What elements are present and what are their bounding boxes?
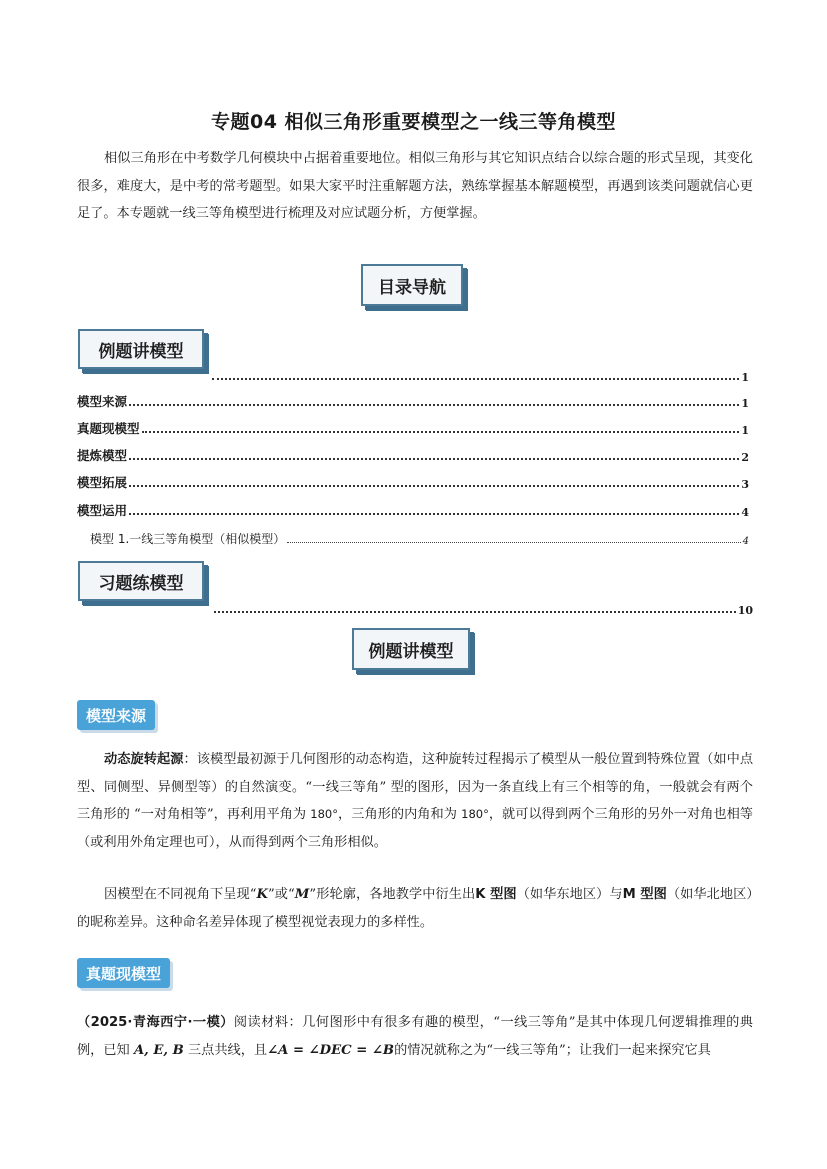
toc-leader bbox=[129, 484, 739, 487]
toc-line-examples[interactable] bbox=[210, 364, 749, 384]
origin-text: ：该模型最初源于几何图形的动态构造，这种旋转过程揭示了模型从一般位置到特殊位置（如中点型、同侧型、异侧型等）的自然演变。“一线三等角” 型的图形，因为一条直线上有三个相等的角，一般就会有两个三角形的 “一对角相等”，再利用平角为 bbox=[77, 752, 754, 822]
degree-value: 180° bbox=[461, 807, 489, 821]
toc-label: 提炼模型 bbox=[77, 448, 128, 463]
toc-subitem-model-1[interactable] bbox=[77, 527, 749, 547]
toc-leader bbox=[212, 377, 739, 380]
problem-text: 阅读材料：几何图形中有很多有趣的模型，“一线三等角”是其中体现几何逻辑推理的典例，已知 bbox=[77, 1015, 753, 1058]
toc-heading: 目录导航 bbox=[378, 277, 446, 298]
section-box-examples bbox=[78, 329, 204, 369]
toc-leader bbox=[129, 457, 739, 460]
toc-page: 4 bbox=[741, 506, 749, 519]
toc-item-origin[interactable] bbox=[77, 390, 749, 410]
letter-k: K bbox=[256, 887, 268, 902]
toc-item-refine[interactable] bbox=[77, 444, 749, 464]
section-box-examples-heading bbox=[352, 628, 470, 670]
tag-real-exam-label: 真题现模型 bbox=[86, 964, 162, 983]
toc-label: 模型运用 bbox=[77, 503, 128, 518]
toc-leader bbox=[129, 512, 739, 515]
toc-leader bbox=[129, 403, 739, 406]
toc-leader bbox=[214, 610, 736, 613]
degree-value: 180° bbox=[310, 807, 338, 821]
origin-text: ”或“ bbox=[267, 887, 295, 902]
letter-m: M bbox=[294, 887, 310, 902]
toc-heading-box bbox=[361, 264, 463, 306]
toc-item-real-exam[interactable] bbox=[77, 417, 749, 437]
toc-leader bbox=[287, 541, 740, 543]
m-type-name: M 型图 bbox=[622, 887, 667, 902]
section-box-exercises bbox=[78, 561, 204, 601]
toc-leader bbox=[142, 430, 740, 433]
toc-page: 10 bbox=[737, 604, 753, 617]
toc-page: 2 bbox=[741, 451, 749, 464]
tag-model-origin bbox=[77, 700, 155, 730]
tag-model-origin-label: 模型来源 bbox=[86, 706, 147, 725]
origin-text: 因模型在不同视角下呈现“ bbox=[104, 887, 257, 902]
origin-text: （如华东地区）与 bbox=[516, 887, 623, 902]
section-box-examples-label: 例题讲模型 bbox=[98, 341, 184, 362]
toc-label: 模型来源 bbox=[77, 394, 128, 409]
toc-item-application[interactable] bbox=[77, 499, 749, 519]
toc-label: 模型拓展 bbox=[77, 475, 128, 490]
toc-page: 1 bbox=[741, 397, 749, 410]
equal-angles: ∠A = ∠DEC = ∠B bbox=[267, 1042, 395, 1058]
toc-page: 1 bbox=[741, 371, 749, 384]
toc-label: 真题现模型 bbox=[77, 421, 140, 436]
toc-label: 模型 1.一线三等角模型（相似模型） bbox=[90, 532, 286, 546]
toc-item-extension[interactable] bbox=[77, 471, 749, 491]
problem-source: （2025·青海西宁·一模） bbox=[77, 1015, 234, 1030]
toc-line-exercises[interactable] bbox=[212, 597, 753, 617]
toc-page: 3 bbox=[741, 478, 749, 491]
problem-text: 的情况就称之为“一线三等角”；让我们一起来探究它具 bbox=[394, 1042, 711, 1058]
collinear-points: A, E, B bbox=[133, 1042, 184, 1058]
tag-real-exam bbox=[77, 958, 170, 988]
origin-text: （如华北地区）的昵称差异。这种命名差异体现了模型视觉表现力的多样性。 bbox=[77, 887, 754, 930]
page-title: 专题04 相似三角形重要模型之一线三等角模型 bbox=[210, 111, 617, 133]
section-box-examples-heading-label: 例题讲模型 bbox=[368, 641, 454, 662]
section-box-exercises-label: 习题练模型 bbox=[98, 573, 184, 594]
origin-lead: 动态旋转起源 bbox=[104, 752, 184, 767]
origin-text: ”形轮廓，各地教学中衍生出 bbox=[309, 887, 476, 902]
origin-paragraph-2 bbox=[77, 881, 753, 936]
intro-paragraph: 相似三角形在中考数学几何模块中占据着重要地位。相似三角形与其它知识点结合以综合题的形式呈现，其变化很多，难度大，是中考的常考题型。如果大家平时注重解题方法，熟练掌握基本解题模型，再遇到该类问题就信心更足了。本专题就一线三等角模型进行梳理及对应试题分析，方便掌握。 bbox=[77, 151, 753, 221]
origin-text: ，就可以得到两个三角形的另外一对角也相等（或利用外角定理也可），从而得到两个三角形相似。 bbox=[77, 807, 753, 850]
toc-page: 4 bbox=[742, 536, 749, 547]
problem-text: 三点共线，且 bbox=[183, 1042, 268, 1058]
origin-text: ，三角形的内角和为 bbox=[338, 807, 462, 822]
k-type-name: K 型图 bbox=[475, 887, 517, 902]
toc-page: 1 bbox=[741, 424, 749, 437]
problem-paragraph bbox=[77, 1009, 753, 1064]
origin-paragraph-1 bbox=[77, 746, 753, 856]
